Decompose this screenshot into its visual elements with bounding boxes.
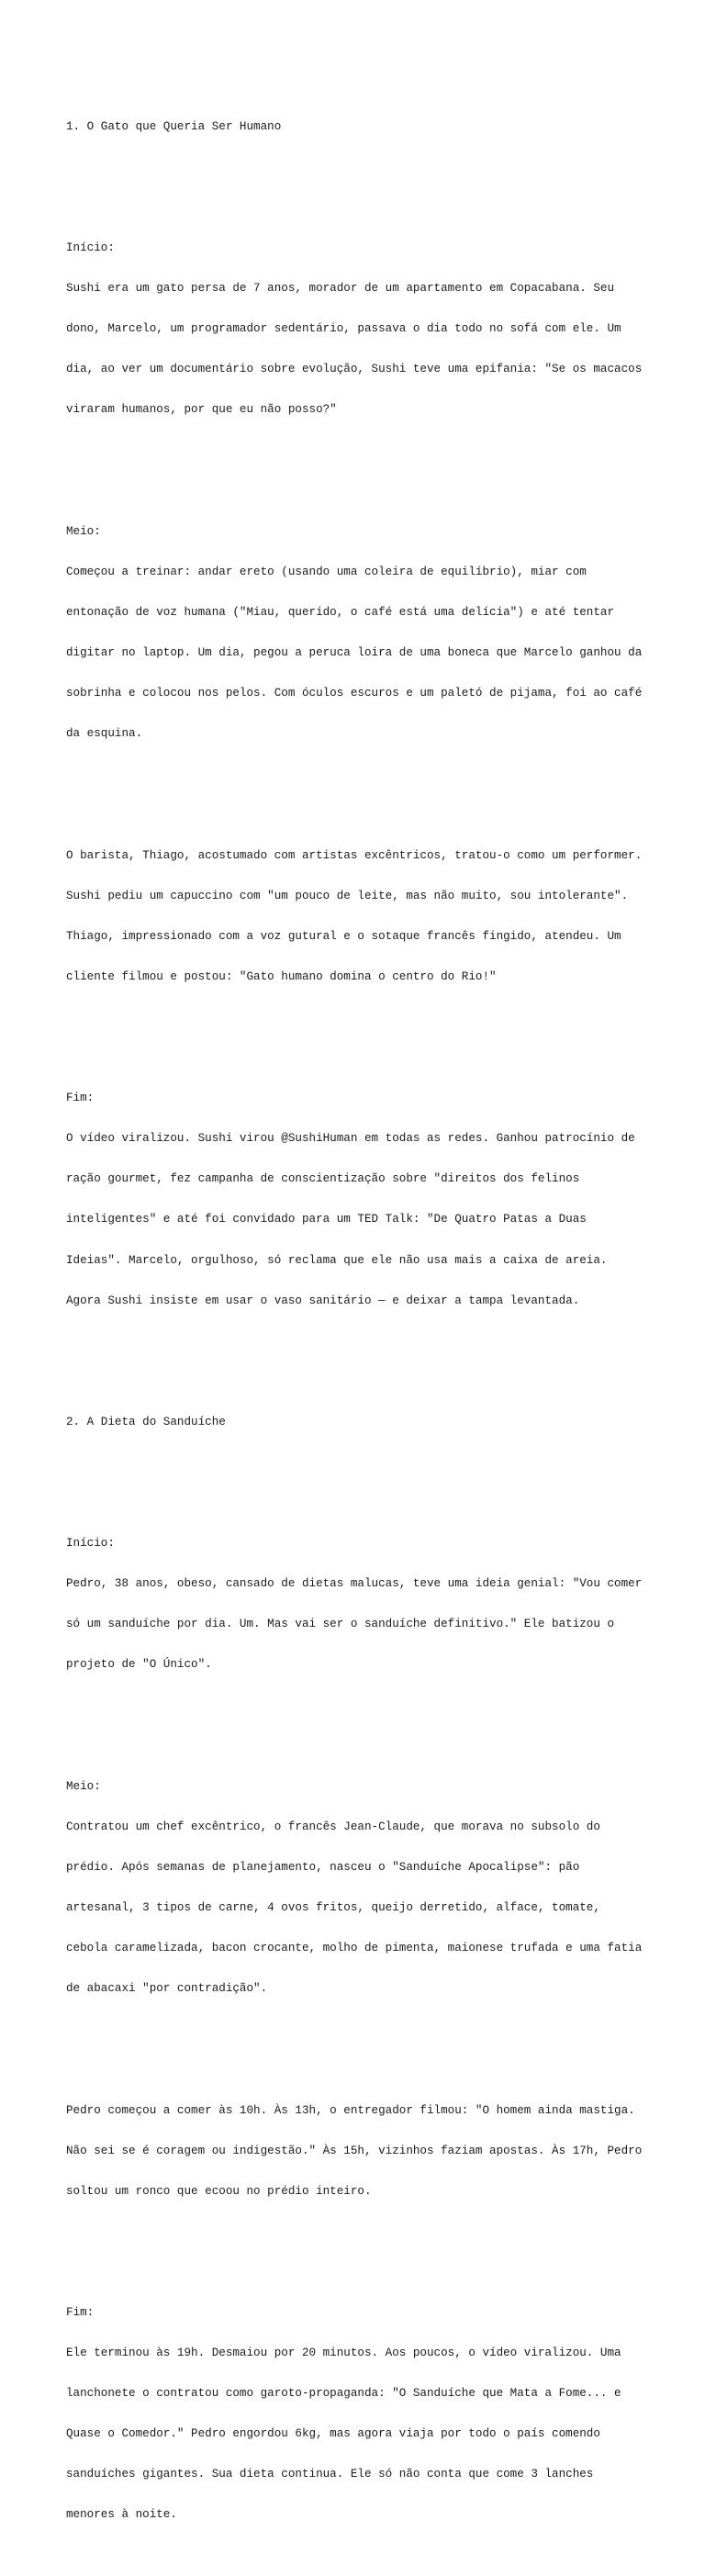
text-line: projeto de "O Único". bbox=[66, 1658, 212, 1672]
story-2-fim bbox=[66, 2279, 654, 2549]
text-line: dia, ao ver um documentário sobre evolução, Sushi teve uma epifania: "Se os macacos bbox=[66, 363, 643, 376]
text-line: Começou a treinar: andar ereto (usando uma coleira de equilíbrio), miar com bbox=[66, 565, 587, 578]
story-2-timeline bbox=[66, 2077, 654, 2225]
text-line: Ele terminou às 19h. Desmaiou por 20 minutos. Aos poucos, o vídeo viralizou. Uma bbox=[66, 2346, 621, 2360]
text-line: artesanal, 3 tipos de carne, 4 ovos fritos, queijo derretido, alface, tomate, bbox=[66, 1901, 600, 1915]
text-line: só um sanduíche por dia. Um. Mas vai ser o sanduíche definitivo." Ele batizou o bbox=[66, 1618, 615, 1631]
section-heading: Início: bbox=[66, 241, 115, 255]
text-line: dono, Marcelo, um programador sedentário, passava o dia todo no sofá com ele. Um bbox=[66, 322, 621, 336]
text-line: Contratou um chef excêntrico, o francês Jean-Claude, que morava no subsolo do bbox=[66, 1820, 600, 1833]
section-heading: Fim: bbox=[66, 1092, 95, 1105]
text-line: viraram humanos, por que eu não posso?" bbox=[66, 403, 337, 417]
story-2-meio bbox=[66, 1753, 654, 2022]
text-line: cliente filmou e postou: "Gato humano domina o centro do Rio!" bbox=[66, 969, 497, 983]
text-line: lanchonete o contratou como garoto-propaganda: "O Sanduíche que Mata a Fome... e bbox=[66, 2387, 621, 2401]
story-2-inicio bbox=[66, 1510, 654, 1699]
text-line: de abacaxi "por contradição". bbox=[66, 1982, 268, 1996]
text-line: Agora Sushi insiste em usar o vaso sanitário — e deixar a tampa levantada. bbox=[66, 1294, 580, 1307]
text-line: Pedro, 38 anos, obeso, cansado de dietas malucas, teve uma ideia genial: "Vou comer bbox=[66, 1577, 643, 1591]
text-line: menores à noite. bbox=[66, 2508, 177, 2522]
text-line: O vídeo viralizou. Sushi virou @SushiHuman em todas as redes. Ganhou patrocínio de bbox=[66, 1132, 635, 1146]
story-1-meio bbox=[66, 498, 654, 767]
story-title: 2. A Dieta do Sanduíche bbox=[66, 1415, 226, 1428]
story-1-fim bbox=[66, 1065, 654, 1335]
text-line: sanduíches gigantes. Sua dieta continua. Ele só não conta que come 3 lanches bbox=[66, 2468, 594, 2481]
text-line: soltou um ronco que ecoou no prédio inteiro. bbox=[66, 2184, 372, 2198]
text-line: Ideias". Marcelo, orgulhoso, só reclama que ele não usa mais a caixa de areia. bbox=[66, 1253, 608, 1267]
text-line: sobrinha e colocou nos pelos. Com óculos escuros e um paletó de pijama, foi ao café bbox=[66, 687, 643, 700]
section-heading: Meio: bbox=[66, 524, 101, 538]
text-line: Thiago, impressionado com a voz gutural e o sotaque francês fingido, atendeu. Um bbox=[66, 929, 621, 943]
text-line: Não sei se é coragem ou indigestão." Às 15h, vizinhos faziam apostas. Às 17h, Pedro bbox=[66, 2144, 643, 2157]
story-2-title-block bbox=[66, 1388, 654, 1456]
text-line: entonação de voz humana ("Miau, querido, o café está uma delícia") e até tentar bbox=[66, 605, 615, 619]
text-line: O barista, Thiago, acostumado com artistas excêntricos, tratou-o como um performer. bbox=[66, 848, 643, 862]
story-1-title-block bbox=[66, 93, 654, 161]
section-heading: Fim: bbox=[66, 2306, 95, 2320]
text-line: inteligentes" e até foi convidado para um TED Talk: "De Quatro Patas a Duas bbox=[66, 1213, 587, 1226]
text-line: ração gourmet, fez campanha de conscientização sobre "direitos dos felinos bbox=[66, 1172, 580, 1186]
story-title: 1. O Gato que Queria Ser Humano bbox=[66, 119, 282, 133]
text-line: Sushi pediu um capuccino com "um pouco de leite, mas não muito, sou intolerante". bbox=[66, 889, 629, 902]
text-line: cebola caramelizada, bacon crocante, molho de pimenta, maionese trufada e uma fatia bbox=[66, 1942, 643, 1955]
text-line: digitar no laptop. Um dia, pegou a peruca loira de uma boneca que Marcelo ganhou da bbox=[66, 646, 643, 660]
text-line: Quase o Comedor." Pedro engordou 6kg, mas agora viaja por todo o país comendo bbox=[66, 2427, 600, 2441]
section-heading: Início: bbox=[66, 1537, 115, 1551]
text-line: prédio. Após semanas de planejamento, nasceu o "Sanduíche Apocalipse": pão bbox=[66, 1860, 580, 1874]
text-line: Pedro começou a comer às 10h. Às 13h, o entregador filmou: "O homem ainda mastiga. bbox=[66, 2103, 635, 2117]
text-line: da esquina. bbox=[66, 727, 143, 741]
document-page bbox=[66, 66, 654, 2576]
story-1-inicio bbox=[66, 215, 654, 444]
section-heading: Meio: bbox=[66, 1779, 101, 1793]
text-line: Sushi era um gato persa de 7 anos, morador de um apartamento em Copacabana. Seu bbox=[66, 282, 615, 296]
story-1-barista bbox=[66, 822, 654, 1011]
